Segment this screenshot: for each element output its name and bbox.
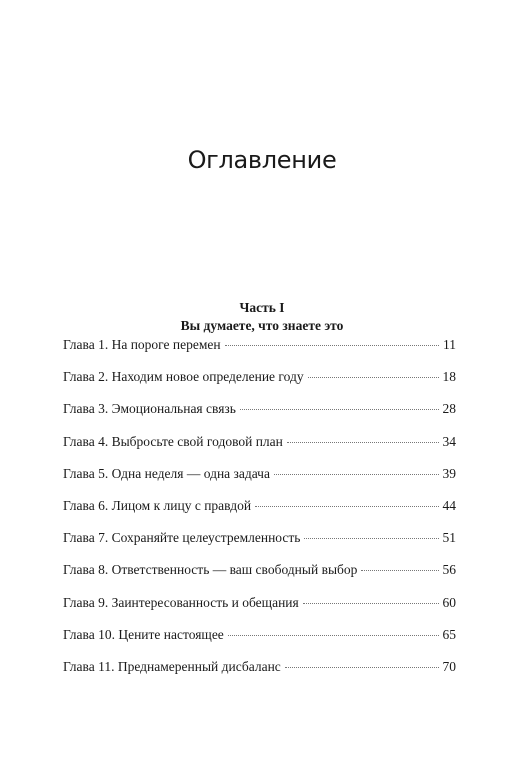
- toc-entry: [63, 593, 456, 625]
- chapter-title: Глава 2. Находим новое определение году: [63, 369, 304, 385]
- page-number: 39: [442, 465, 456, 481]
- page-number: 18: [442, 369, 456, 385]
- page-number: 65: [442, 626, 456, 642]
- chapter-title: Глава 5. Одна неделя — одна задача: [63, 465, 270, 481]
- toc-entry: [63, 528, 456, 560]
- chapter-title: Глава 9. Заинтересованность и обещания: [63, 594, 299, 610]
- page-number: 11: [443, 337, 456, 352]
- dot-leader: [225, 345, 439, 346]
- toc-entry: [63, 657, 456, 689]
- dot-leader: [308, 377, 439, 378]
- chapter-title: Глава 1. На пороге перемен: [63, 337, 221, 352]
- toc-list: [63, 335, 456, 689]
- dot-leader: [274, 474, 439, 475]
- chapter-title: Глава 8. Ответственность — ваш свободный выбор: [63, 562, 358, 578]
- page-number: 44: [442, 497, 456, 513]
- page-number: 56: [442, 562, 456, 578]
- part-name: Вы думаете, что знаете это: [180, 318, 344, 333]
- toc-entry: [63, 496, 456, 528]
- dot-leader: [303, 603, 439, 604]
- toc-entry: [63, 432, 456, 464]
- toc-entry: [63, 399, 456, 431]
- page-number: 34: [442, 433, 456, 449]
- toc-entry: [63, 335, 456, 367]
- page-number: 60: [442, 594, 456, 610]
- toc-entry: [63, 464, 456, 496]
- page-number: 51: [442, 530, 456, 546]
- part-number: Часть I: [239, 300, 285, 315]
- dot-leader: [361, 570, 438, 571]
- toc-entry: [63, 625, 456, 657]
- chapter-title: Глава 10. Цените настоящее: [63, 626, 224, 642]
- toc-entry: [63, 367, 456, 399]
- page-number: 70: [442, 658, 456, 674]
- chapter-title: Глава 11. Преднамеренный дисбаланс: [63, 658, 281, 674]
- page-number: 28: [442, 401, 456, 417]
- dot-leader: [287, 442, 439, 443]
- dot-leader: [255, 506, 438, 507]
- chapter-title: Глава 7. Сохраняйте целеустремленность: [63, 530, 301, 546]
- chapter-title: Глава 4. Выбросьте свой годовой план: [63, 433, 283, 449]
- page-title: Оглавление: [187, 146, 337, 174]
- toc-entry: [63, 560, 456, 592]
- dot-leader: [304, 538, 438, 539]
- dot-leader: [285, 667, 439, 668]
- dot-leader: [228, 635, 439, 636]
- chapter-title: Глава 3. Эмоциональная связь: [63, 401, 236, 417]
- chapter-title: Глава 6. Лицом к лицу с правдой: [63, 497, 252, 513]
- dot-leader: [240, 409, 439, 410]
